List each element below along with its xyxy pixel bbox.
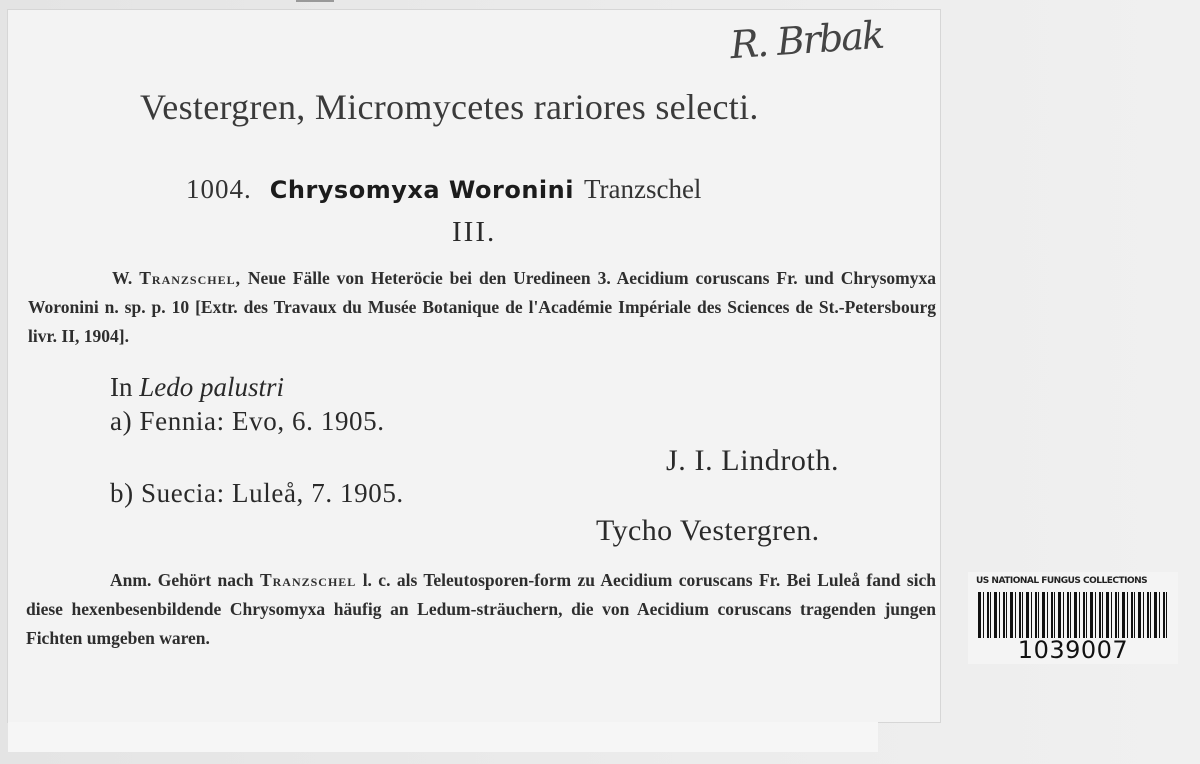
host-line bbox=[110, 372, 284, 403]
host-name: Ledo palustri bbox=[139, 372, 285, 402]
literature-reference bbox=[28, 264, 936, 351]
series-title: Vestergren, Micromycetes rariores selecti. bbox=[140, 87, 759, 127]
reference-initial: W. bbox=[112, 268, 133, 288]
species-name: Chrysomyxa Woronini bbox=[269, 176, 574, 204]
spore-stage: III. bbox=[452, 216, 497, 248]
barcode-number: 1039007 bbox=[1017, 636, 1129, 664]
collector-a: J. I. Lindroth. bbox=[666, 444, 840, 477]
locality-b: b) Suecia: Luleå, 7. 1905. bbox=[110, 478, 404, 508]
barcode-label bbox=[968, 572, 1178, 664]
note-author: Tranzschel bbox=[259, 570, 357, 590]
specimen-number: 1004. bbox=[186, 174, 252, 204]
annotation-note bbox=[26, 566, 936, 653]
locality-a: a) Fennia: Evo, 6. 1905. bbox=[110, 406, 385, 436]
host-prefix: In bbox=[110, 372, 133, 402]
note-label: Anm. bbox=[110, 570, 152, 590]
label-edge bbox=[8, 722, 878, 752]
barcode-header: US NATIONAL FUNGUS COLLECTIONS bbox=[976, 576, 1148, 586]
note-text: l. c. als Teleutosporen-form zu Aecidium coruscans Fr. Bei Luleå fand sich diese hexenbesenbildende Chrysomyxa häufig an Ledum-sträuchern, die von Aecidium coruscans tragenden jungen Fichten umgeben waren. bbox=[26, 570, 937, 648]
species-author: Tranzschel bbox=[583, 174, 702, 204]
species-line bbox=[186, 174, 701, 205]
handwritten-signature: R. Brbak bbox=[728, 12, 885, 68]
barcode-icon bbox=[978, 592, 1168, 638]
reference-author: Tranzschel, bbox=[139, 268, 241, 288]
collector-b: Tycho Vestergren. bbox=[596, 514, 820, 547]
note-before: Gehört nach bbox=[157, 570, 254, 590]
reference-text: Neue Fälle von Heteröcie bei den Uredineen 3. Aecidium coruscans Fr. und Chrysomyxa Woronini n. sp. p. 10 [Extr. des Travaux du Musée Botanique de l'Académie Impériale des Sciences de St.-Petersbourg livr. II, 1904]. bbox=[28, 268, 936, 346]
